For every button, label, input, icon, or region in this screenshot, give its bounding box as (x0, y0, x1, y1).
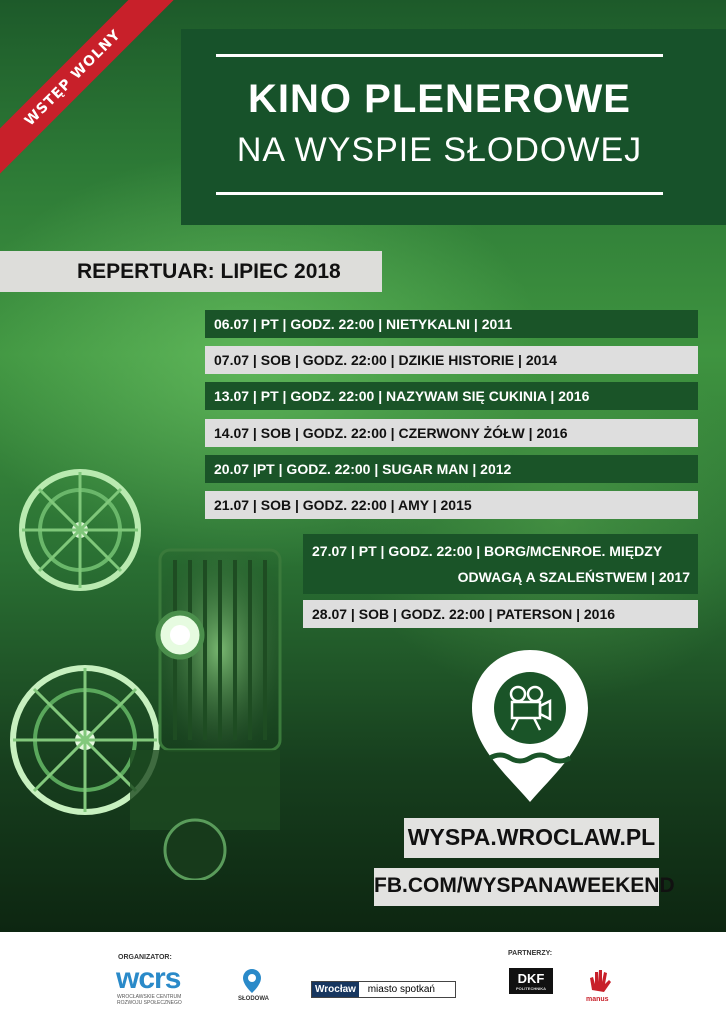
title-divider-top (216, 54, 663, 57)
screening-text: 06.07 | PT | GODZ. 22:00 | NIETYKALNI | 2011 (214, 316, 513, 332)
screening-row (205, 382, 698, 410)
title-sub: NA WYSPIE SŁODOWEJ (236, 131, 643, 169)
screening-text: 13.07 | PT | GODZ. 22:00 | NAZYWAM SIĘ CUKINIA | 2016 (214, 388, 590, 404)
facebook-link[interactable]: FB.COM/WYSPANAWEEKEND (374, 874, 675, 897)
title-box (181, 29, 726, 225)
screening-row (205, 310, 698, 338)
dkf-logo (509, 968, 553, 994)
screening-text: 21.07 | SOB | GODZ. 22:00 | AMY | 2015 (214, 497, 472, 513)
manus-hand-icon (586, 968, 612, 994)
title-main: KINO PLENEROWE (248, 77, 631, 121)
screening-text: 28.07 | SOB | GODZ. 22:00 | PATERSON | 2016 (312, 606, 616, 622)
wcrs-logo-line1: WROCŁAWSKIE CENTRUM (117, 994, 182, 1000)
screening-text: 20.07 |PT | GODZ. 22:00 | SUGAR MAN | 2012 (214, 461, 512, 477)
screening-row (205, 455, 698, 483)
partners-label: PARTNERZY: (508, 950, 553, 957)
slodowa-label: SŁODOWA (238, 996, 269, 1002)
website-link[interactable]: WYSPA.WROCLAW.PL (407, 824, 656, 850)
screening-row (205, 491, 698, 519)
location-pin-icon (468, 646, 592, 806)
screening-text: 07.07 | SOB | GODZ. 22:00 | DZIKIE HISTORIE | 2014 (214, 352, 557, 368)
wroclaw-city: Wrocław (312, 982, 359, 997)
free-entry-ribbon: WSTĘP WOLNY (0, 0, 180, 185)
facebook-link-box[interactable] (374, 868, 675, 906)
title-divider-bottom (216, 192, 663, 195)
wcrs-logo: wcrs (116, 962, 181, 995)
screening-row (205, 346, 698, 374)
film-projector-image (10, 460, 310, 880)
screening-text: 14.07 | SOB | GODZ. 22:00 | CZERWONY ŻÓŁW | 2016 (214, 425, 568, 441)
screening-text-continued: ODWAGĄ A SZALEŃSTWEM | 2017 (457, 569, 690, 585)
manus-label: manus (586, 996, 609, 1003)
dkf-text: DKF (517, 971, 545, 986)
screening-row (303, 600, 698, 628)
wcrs-logo-line2: ROZWOJU SPOŁECZNEGO (117, 1000, 182, 1006)
repertoire-header (0, 251, 382, 292)
ribbon-container (0, 0, 200, 200)
screening-row (205, 419, 698, 447)
footer (0, 932, 726, 1024)
screening-row (303, 534, 698, 594)
slodowa-pin-icon (242, 968, 262, 994)
website-link-box[interactable] (404, 818, 659, 858)
wroclaw-logo (311, 981, 456, 998)
repertoire-label: REPERTUAR: LIPIEC 2018 (77, 260, 341, 283)
organizer-label: ORGANIZATOR: (118, 954, 172, 961)
dkf-subtext: POLITECHNIKA (516, 986, 546, 991)
screening-text: 27.07 | PT | GODZ. 22:00 | BORG/MCENROE. MIĘDZY (312, 543, 663, 559)
wroclaw-slogan: miasto spotkań (367, 984, 435, 995)
